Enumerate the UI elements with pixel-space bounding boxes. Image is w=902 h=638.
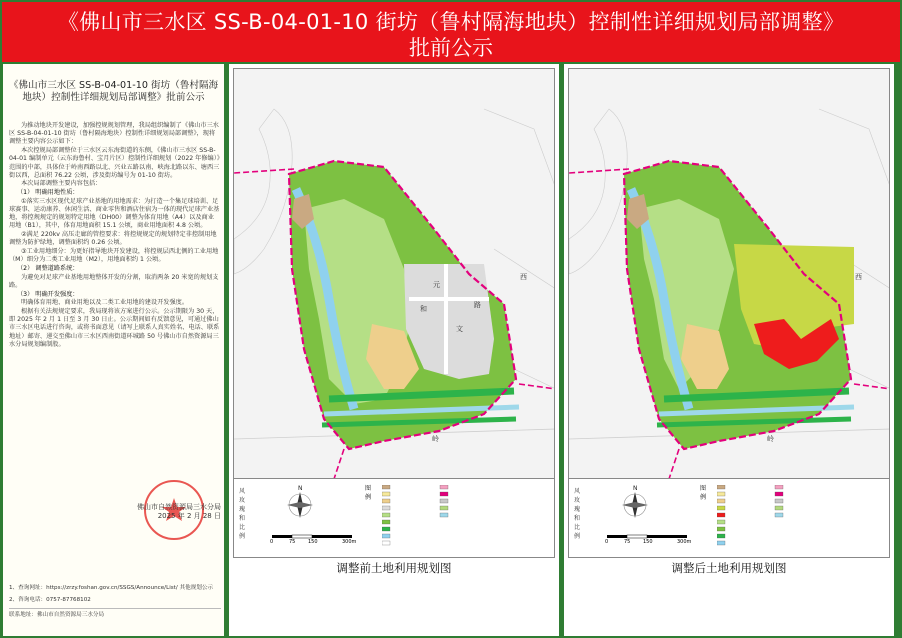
legend-swatches-after [717,485,885,553]
scale-tick: 150 [308,539,318,545]
side-label-after: 风玫瑰和比例 [573,488,580,540]
attachment-url[interactable]: 1、查询网址：https://zrzy.foshan.gov.cn/SSGS/Announce/List/ 其他规划公示 [9,585,214,591]
legend-title-after: 图例 [700,485,707,501]
land-use-map-after [569,69,890,479]
notice-paragraph: 根据有关法规规定要求，我局现将该方案进行公示。公示期限为 30 天，即 2025 年 2 月 1 日至 3 月 30 日止。公示期间如有反馈意见，可通过佛山市三水区电话进行咨询，或将书面意见（请写上联系人真实姓名、电话、联系地址）邮寄、递交至佛山市三水区西南街道环城路 50 号佛山市自然资源局三水分局规划编制股。 [9,307,220,348]
signature-org: 佛山市自然资源局三水分局 [137,503,221,511]
attachments [9,582,221,621]
legend-swatches-before [382,485,550,553]
road-label-he: 和 [420,305,427,313]
map-before[interactable] [233,68,555,538]
legend-title-before: 图例 [365,485,372,501]
side-label-before: 风玫瑰和比例 [238,488,245,540]
notice-paragraph: ③工业用地细分：为更好指导地块开发建设，将控规层西北侧的工业用地（M）细分为二类工业用地（M2），用地面积约 1 公顷。 [9,248,219,264]
land-use-map-before [234,69,555,479]
notice-paragraph: ①落实三水区现代足球产业基地的用地需求：为打造一个集足球培训、足球赛事、运动康养、休闲生活、商业零售和酒店住宿为一体的现代足球产业基地，将控规规定的规划特定用地（DH00）调整为体育用地（A4）以及商业用地（B1），其中，体育用地面积 15.1 公顷，商业用地面积 4.8 公顷。 [9,197,220,230]
notice-panel [3,64,224,636]
road-label-xi: 西 [520,273,527,281]
notice-paragraph: 本次控规局部调整位于三水区云东海街道的东侧，《佛山市三水区 SS-B-04-01 编制单元（云东海鲁村、宝月片区）控制性详细规划（2022 年修编）》范围的中部，具体位于岭南西路以北、兴业五路以南、峡海北路以东、塘西三街以西，总面积 76.22 公顷，涉及街坊编号为 01-10 街坊。 [9,147,220,179]
map-caption-after: 调整后土地利用规划图 [671,561,787,575]
page-title: 《佛山市三水区 SS-B-04-01-10 街坊（鲁村隔海地块）控制性详细规划局部调整》 [57,10,845,34]
scale-tick: 75 [289,539,296,545]
scale-tick: 0 [270,539,274,545]
notice-heading: （3） 明确开发强度： [17,290,79,298]
notice-body [9,122,220,349]
notice-paragraph: 本次局部调整主要内容包括： [21,180,102,188]
map-caption-before: 调整前土地利用规划图 [336,561,452,575]
page-header [2,2,900,62]
notice-paragraph: 为避免对足球产业基地用地整体开发的分割，取消两条 20 米宽的规划支路。 [9,273,219,289]
notice-paragraph: ②满足 220kv 高压走廊的管控要求：将控规规定的规划特定非控制用地调整为防护绿地，调整面积约 0.26 公顷。 [9,231,217,247]
notice-paragraph: 为推动地块开发建设，加强控规规划管理，我局组织编制了《佛山市三水区 SS-B-04-01-10 街坊（鲁村隔海地块）控制性详细规划局部调整》，现将调整主要内容公示如下： [9,122,219,146]
attachment-phone: 2、咨询电话：0757-87768102 [9,597,91,603]
road-label-ling: 岭 [767,435,774,443]
road-label-ling: 岭 [432,435,439,443]
attachment-address: 联系地址：佛山市自然资源局三水分局 [9,612,105,618]
signature-date: 2025 年 2 月 28 日 [157,512,221,520]
svg-text:N: N [298,485,303,492]
notice-heading: （1） 明确用地性质： [17,189,79,197]
page-subtitle: 批前公示 [409,36,493,60]
compass-rose-icon [278,483,322,527]
map-after[interactable] [568,68,890,538]
signature [121,503,221,521]
map-panel-before [229,64,559,636]
scale-tick: 0 [605,539,609,545]
road-label-xi: 西 [855,273,862,281]
legend-after [568,478,890,558]
scale-tick: 75 [624,539,631,545]
notice-paragraph: 明确体育用地、商业用地以及二类工业用地的建设开发强度。 [21,299,189,307]
notice-title: 《佛山市三水区 SS-B-04-01-10 街坊（鲁村隔海地块）控制性详细规划局部调整》批前公示 [8,80,219,103]
road-label-wen: 文 [456,325,463,333]
compass-rose-icon [613,483,657,527]
scale-tick: 150 [643,539,653,545]
legend-before [233,478,555,558]
notice-heading: （2） 调整道路系统： [17,264,79,272]
road-label-yuan: 元 [433,281,440,289]
map-panel-after [564,64,894,636]
scale-tick: 300m [677,539,692,545]
road-label-lu: 路 [474,301,481,309]
scale-tick: 300m [342,539,357,545]
svg-text:N: N [633,485,638,492]
